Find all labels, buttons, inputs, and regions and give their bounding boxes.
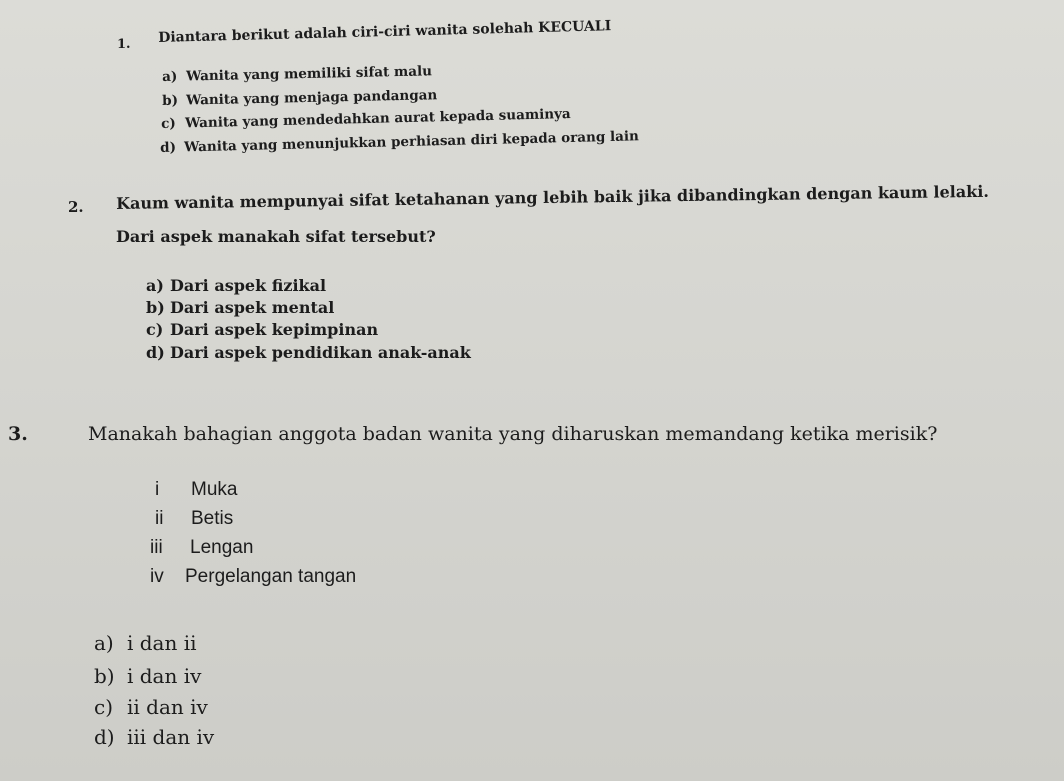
option-text: Dari aspek kepimpinan — [170, 320, 379, 339]
option-text: Wanita yang menjaga pandangan — [185, 87, 438, 109]
option-letter: a) — [94, 631, 114, 655]
option-d — [146, 343, 471, 362]
option-letter: c) — [146, 320, 164, 339]
option-text: i dan iv — [127, 664, 202, 688]
option-b — [162, 87, 437, 109]
option-a — [94, 631, 197, 655]
option-text: ii dan iv — [127, 695, 208, 719]
option-letter: c) — [94, 695, 114, 719]
option-letter: d) — [160, 139, 177, 156]
question-number: 2. — [68, 198, 84, 216]
option-letter: a) — [146, 276, 164, 295]
option-text: i dan ii — [127, 631, 197, 655]
option-letter: d) — [146, 343, 165, 362]
question-number: 1. — [117, 37, 131, 52]
option-b — [146, 298, 334, 317]
option-c — [146, 320, 378, 339]
item-text: Pergelangan tangan — [185, 566, 357, 587]
item-numeral: iii — [150, 537, 163, 558]
list-item-iv — [150, 566, 356, 588]
item-numeral: i — [155, 479, 160, 500]
item-text: Betis — [191, 508, 234, 529]
option-text: Wanita yang mendedahkan aurat kepada suaminya — [184, 105, 571, 132]
option-letter: d) — [94, 725, 115, 749]
option-letter: b) — [146, 298, 165, 317]
option-letter: a) — [162, 68, 178, 85]
question-text: Diantara berikut adalah ciri-ciri wanita solehah KECUALI — [158, 18, 612, 46]
item-text: Lengan — [190, 537, 254, 558]
option-b — [94, 664, 201, 688]
option-text: iii dan iv — [127, 725, 215, 749]
option-c — [94, 695, 208, 719]
item-numeral: iv — [150, 566, 164, 587]
option-text: Dari aspek pendidikan anak-anak — [170, 343, 471, 362]
option-c — [161, 106, 571, 132]
option-letter: b) — [162, 92, 179, 109]
option-text: Wanita yang memiliki sifat malu — [185, 63, 433, 85]
question-text: Manakah bahagian anggota badan wanita yang diharuskan memandang ketika merisik? — [88, 423, 938, 445]
option-d — [160, 128, 639, 156]
list-item-i — [155, 479, 237, 501]
option-d — [94, 725, 214, 749]
item-text: Muka — [191, 479, 238, 500]
item-numeral: ii — [155, 508, 164, 529]
option-a — [162, 63, 432, 85]
question-text-line-2: Dari aspek manakah sifat tersebut? — [116, 227, 436, 246]
question-text-line-1: Kaum wanita mempunyai sifat ketahanan yang lebih baik jika dibandingkan dengan kaum lelaki. — [116, 181, 990, 213]
option-letter: c) — [161, 115, 176, 132]
list-item-iii — [150, 537, 253, 559]
option-text: Dari aspek mental — [170, 298, 335, 317]
option-letter: b) — [94, 664, 115, 688]
question-number: 3. — [8, 423, 28, 445]
option-text: Dari aspek fizikal — [170, 276, 327, 295]
list-item-ii — [155, 508, 233, 530]
option-text: Wanita yang menunjukkan perhiasan diri kepada orang lain — [183, 128, 640, 156]
option-a — [146, 276, 326, 295]
